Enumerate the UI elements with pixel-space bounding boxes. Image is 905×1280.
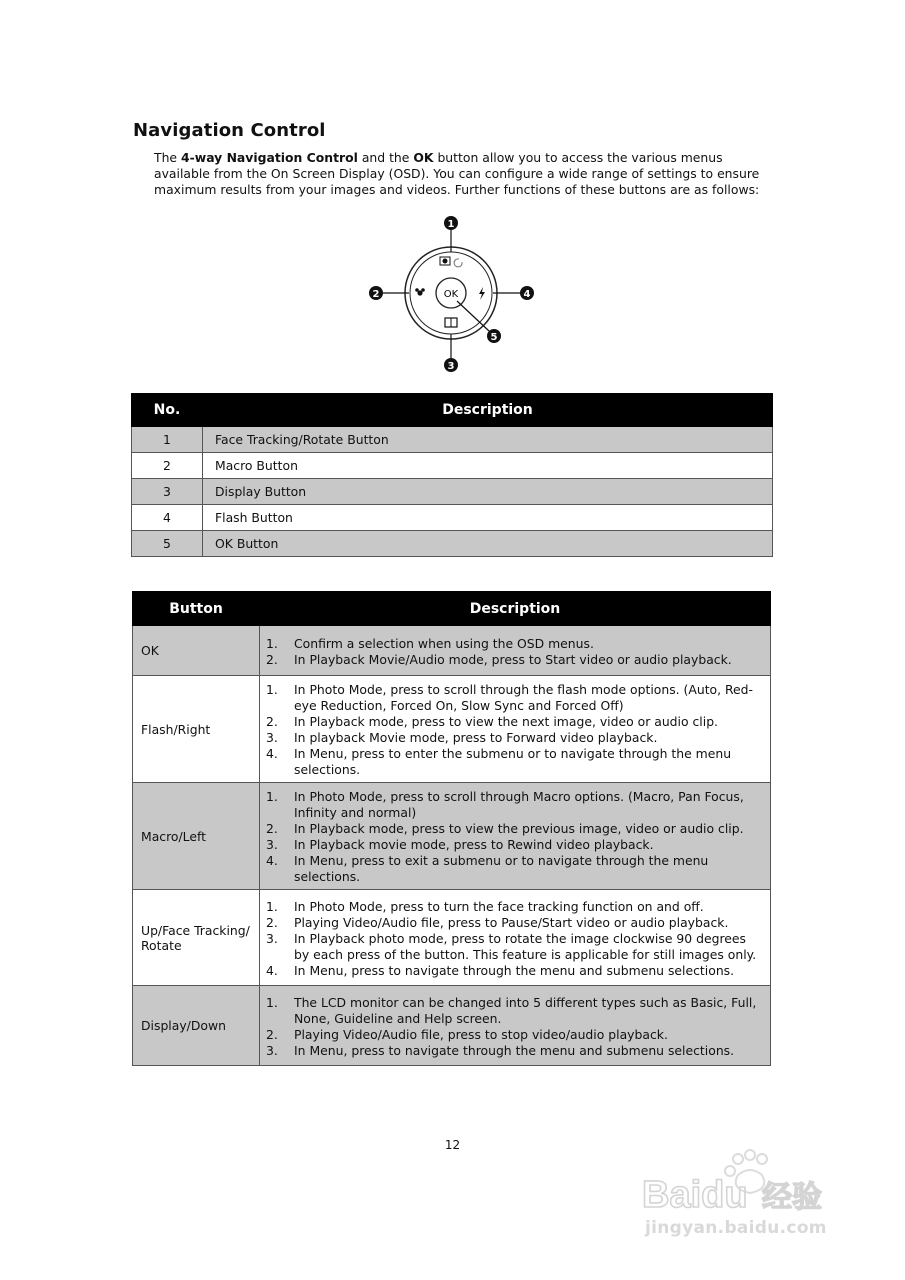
svg-text:3: 3 <box>447 361 455 372</box>
row-no: 4 <box>132 505 203 531</box>
header-description: Description <box>203 394 773 427</box>
svg-text:4: 4 <box>523 289 531 300</box>
row-description: Face Tracking/Rotate Button <box>203 427 773 453</box>
button-name: OK <box>133 626 260 676</box>
list-item: 2. Playing Video/Audio file, press to Pause/Start video or audio playback. <box>266 914 729 930</box>
header-button: Button <box>133 592 260 626</box>
button-description <box>260 783 771 890</box>
button-name: Macro/Left <box>133 783 260 890</box>
row-no: 1 <box>132 427 203 453</box>
callout-5 <box>487 329 501 343</box>
svg-text:Baidu: Baidu <box>642 1174 748 1216</box>
table-row <box>132 453 773 479</box>
callout-1 <box>444 216 458 230</box>
list-item: 1. In Photo Mode, press to turn the face tracking function on and off. <box>266 898 704 914</box>
button-function-table <box>132 591 771 1066</box>
table-row <box>132 531 773 557</box>
button-description <box>260 890 771 986</box>
ok-label: OK <box>443 289 459 300</box>
row-description: Macro Button <box>203 453 773 479</box>
button-description <box>260 676 771 783</box>
list-item: 3. In Menu, press to navigate through the menu and submenu selections. <box>266 1042 735 1058</box>
svg-text:经验: 经验 <box>762 1180 822 1215</box>
number-description-table <box>131 393 773 557</box>
callout-3 <box>444 358 458 372</box>
intro-paragraph: The 4-way Navigation Control and the OK button allow you to access the various menus available from the On Screen Display (OSD). You can configure a wide range of settings to ensure maximum results from your images and videos. Further functions of these buttons are as follows: <box>154 150 760 197</box>
list-item: 2. In Playback mode, press to view the previous image, video or audio clip. <box>266 821 744 836</box>
list-item: 4. In Menu, press to exit a submenu or to navigate through the menu selections. <box>266 853 709 884</box>
table-row <box>133 986 771 1066</box>
table-row <box>133 676 771 783</box>
table-header-row <box>133 592 771 626</box>
button-name: Display/Down <box>133 986 260 1066</box>
list-item: 4. In Menu, press to enter the submenu or to navigate through the menu selections. <box>266 746 732 777</box>
watermark-url: jingyan.baidu.com <box>645 1218 827 1238</box>
list-item: 1. In Photo Mode, press to scroll through Macro options. (Macro, Pan Focus, Infinity and normal) <box>266 789 744 820</box>
svg-text:2: 2 <box>372 289 380 300</box>
page-number: 12 <box>444 1138 461 1152</box>
button-description <box>260 986 771 1066</box>
table-row <box>132 505 773 531</box>
table-row <box>133 783 771 890</box>
list-item: 1. Confirm a selection when using the OSD menus. <box>266 635 594 651</box>
list-item: 3. In playback Movie mode, press to Forward video playback. <box>266 730 658 745</box>
button-name: Flash/Right <box>133 676 260 783</box>
svg-text:5: 5 <box>490 332 498 343</box>
row-no: 3 <box>132 479 203 505</box>
list-item: 4. In Menu, press to navigate through the menu and submenu selections. <box>266 962 735 978</box>
header-description: Description <box>260 592 771 626</box>
row-description: Flash Button <box>203 505 773 531</box>
table-header-row <box>132 394 773 427</box>
list-item: 3. In Playback photo mode, press to rotate the image clockwise 90 degrees by each press of the button. This feature is applicable for still images only. <box>266 930 757 962</box>
callout-2 <box>369 286 383 300</box>
table-row <box>133 626 771 676</box>
row-description: OK Button <box>203 531 773 557</box>
row-description: Display Button <box>203 479 773 505</box>
table-row <box>132 427 773 453</box>
list-item: 1. The LCD monitor can be changed into 5 different types such as Basic, Full, None, Guideline and Help screen. <box>266 994 757 1026</box>
list-item: 2. Playing Video/Audio file, press to stop video/audio playback. <box>266 1026 668 1042</box>
table-row <box>132 479 773 505</box>
row-no: 5 <box>132 531 203 557</box>
button-description <box>260 626 771 676</box>
row-no: 2 <box>132 453 203 479</box>
page-title: Navigation Control <box>133 120 326 141</box>
intro-bold-ok: OK <box>413 150 434 165</box>
button-name: Up/Face Tracking/ Rotate <box>133 890 260 986</box>
list-item: 3. In Playback movie mode, press to Rewind video playback. <box>266 837 654 852</box>
intro-bold-nav: 4-way Navigation Control <box>180 150 358 165</box>
list-item: 1. In Photo Mode, press to scroll through the flash mode options. (Auto, Red-eye Reduction, Forced On, Slow Sync and Forced Off) <box>266 682 754 713</box>
svg-text:1: 1 <box>447 219 455 230</box>
table-row <box>133 890 771 986</box>
header-no: No. <box>132 394 203 427</box>
list-item: 2. In Playback mode, press to view the next image, video or audio clip. <box>266 714 718 729</box>
callout-4 <box>520 286 534 300</box>
list-item: 2. In Playback Movie/Audio mode, press to Start video or audio playback. <box>266 651 732 667</box>
navigation-control-diagram <box>365 212 545 376</box>
